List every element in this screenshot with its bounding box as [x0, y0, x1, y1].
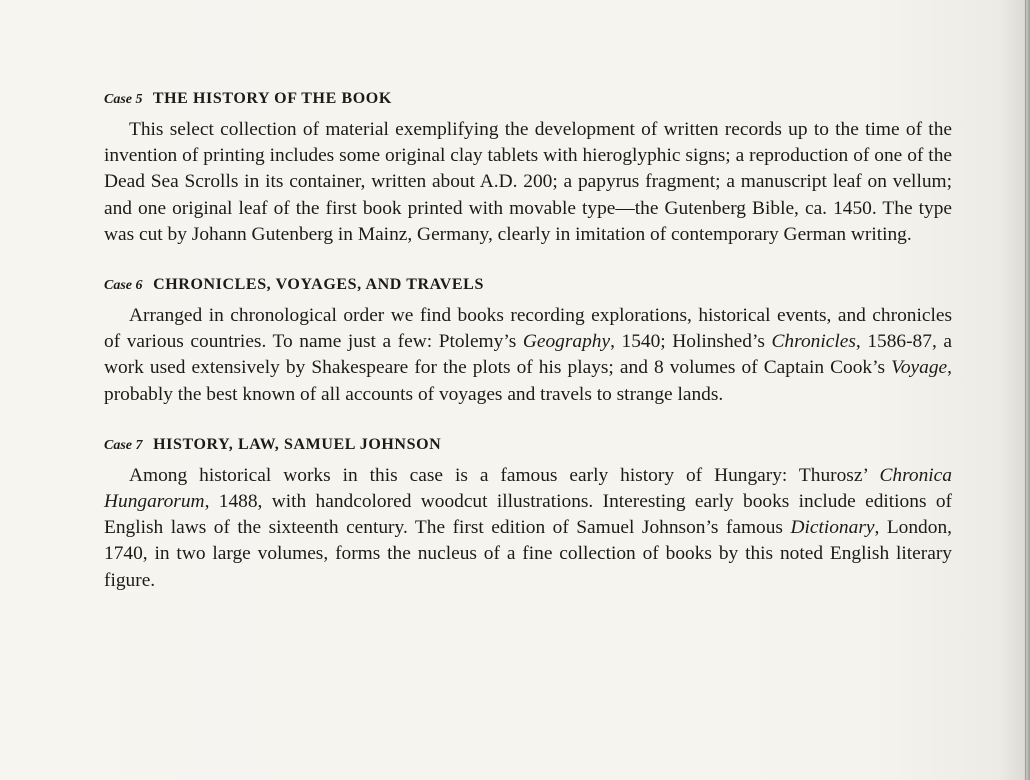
italic-title: Chronica Hungarorum [104, 464, 952, 513]
page-edge-line [1025, 0, 1026, 780]
section-heading [104, 434, 952, 457]
body-text: , 1488, with handcolored woodcut illustrations. Interesting early books include editions of English laws of the sixteenth century. The first edition of Samuel Johnson’s famous [104, 491, 952, 539]
italic-title: Geography [522, 331, 611, 353]
section-body [104, 463, 952, 594]
section-title: CHRONICLES, VOYAGES, AND TRAVELS [153, 276, 484, 294]
case-label: Case 5 [104, 92, 143, 107]
italic-title: Chronicles [771, 331, 856, 353]
section-body [104, 117, 952, 248]
section-heading [104, 88, 952, 111]
case-label: Case 6 [104, 278, 143, 294]
body-text: Arranged in chronological order we find books recording explorations, historical events, and chronicles of various countries. To name just a few: Ptolemy’s [104, 305, 952, 353]
section-case-7 [104, 434, 952, 594]
section-title: HISTORY, LAW, SAMUEL JOHNSON [153, 435, 442, 453]
body-text: , 1586-87, a work used extensively by Shakespeare for the plots of his plays; and 8 volumes of Captain Cook’s [104, 331, 952, 379]
body-text: , 1540; Holinshed’s [610, 331, 772, 353]
section-title: THE HISTORY OF THE BOOK [152, 90, 392, 107]
section-body [104, 303, 952, 408]
italic-title: Dictionary [790, 517, 875, 539]
section-case-5 [104, 88, 952, 248]
body-text: This select collection of material exemplifying the development of written records up to the time of the invention of printing includes some original clay tablets with hieroglyphic signs; a reproduction of one of the Dead Sea Scrolls in its container, written about A.D. 200; a papyrus fragment; a manuscript leaf on vellum; and one original leaf of the first book printed with movable type—the Gutenberg Bible, ca. 1450. The type was cut by Johann Gutenberg in Mainz, Germany, clearly in imitation of contemporary German writing. [104, 119, 952, 245]
page-content [104, 88, 952, 594]
body-text: Among historical works in this case is a famous early history of Hungary: Thurosz’ [129, 464, 880, 486]
section-heading [104, 274, 952, 297]
section-case-6 [104, 274, 952, 408]
body-text: , London, 1740, in two large volumes, forms the nucleus of a fine collection of books by this noted English literary figure. [104, 517, 952, 591]
case-label: Case 7 [104, 437, 143, 453]
body-text: , probably the best known of all accounts of voyages and travels to strange lands. [104, 357, 952, 405]
italic-title: Voyage [891, 357, 948, 379]
